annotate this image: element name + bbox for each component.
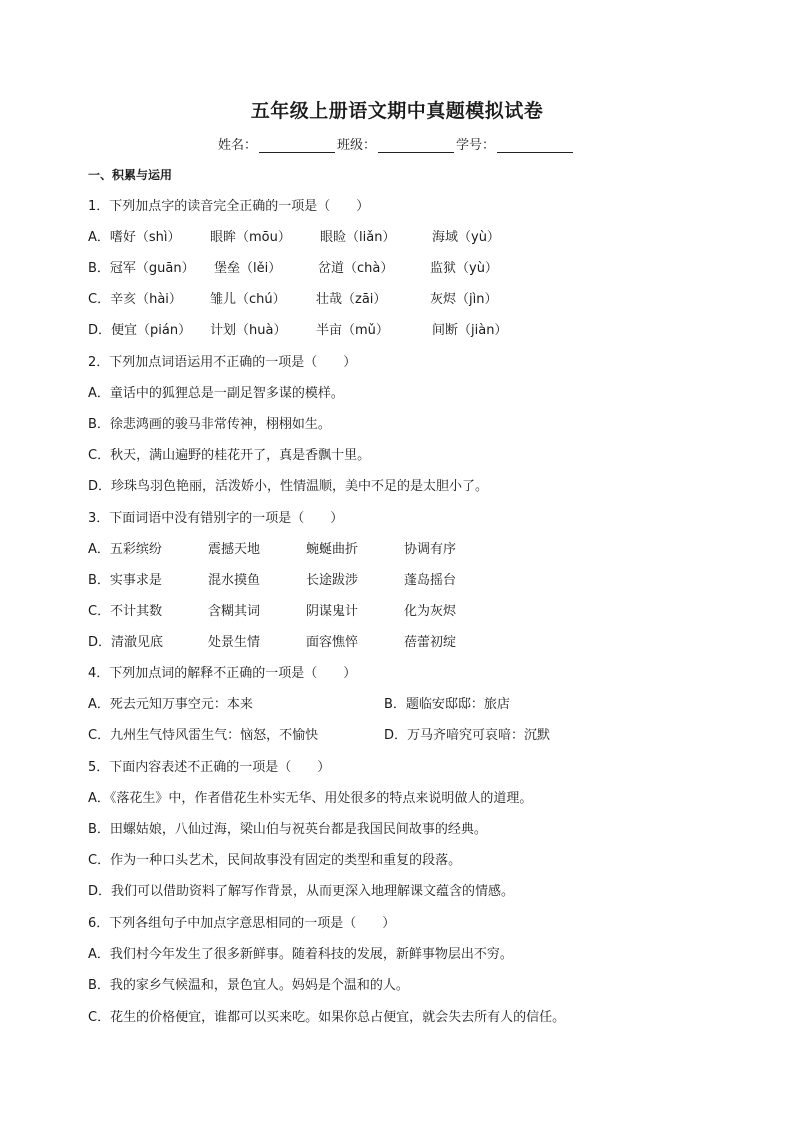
option-cell: C．辛亥（hài） — [88, 292, 182, 307]
question-3-option-c — [88, 604, 688, 620]
option-cell: 协调有序 — [404, 542, 457, 557]
option-cell: 含糊其词 — [208, 604, 261, 619]
question-1-option-c — [88, 292, 688, 308]
option-cell: 雏儿（chú） — [210, 292, 286, 307]
option-cell: 蓓蕾初绽 — [404, 635, 457, 650]
question-3-option-b — [88, 573, 688, 589]
question-4-options-row-2 — [88, 728, 688, 744]
option-cell: D．便宜（pián） — [88, 323, 192, 338]
question-3-option-a — [88, 542, 688, 558]
option-cell: 混水摸鱼 — [208, 573, 261, 588]
question-6-stem: 6．下列各组句子中加点字意思相同的一项是（ ） — [88, 916, 396, 931]
option-cell: 蜿蜒曲折 — [306, 542, 359, 557]
option-cell: 间断（jiàn） — [432, 323, 508, 338]
name-label: 姓名： — [218, 138, 258, 153]
question-5-stem: 5．下面内容表述不正确的一项是（ ） — [88, 760, 331, 775]
question-4-stem: 4．下列加点词的解释不正确的一项是（ ） — [88, 666, 357, 681]
question-3-stem: 3．下面词语中没有错别字的一项是（ ） — [88, 511, 344, 526]
question-1-option-d — [88, 323, 688, 339]
question-2-option-a: A．童话中的狐狸总是一副足智多谋的模样。 — [88, 386, 344, 401]
option-cell: 蓬岛摇台 — [404, 573, 457, 588]
option-cell: 处景生情 — [208, 635, 261, 650]
question-2-option-d: D．珍珠鸟羽色艳丽，活泼娇小，性情温顺，美中不足的是太胆小了。 — [88, 479, 489, 494]
page-title: 五年级上册语文期中真题模拟试卷 — [250, 100, 544, 122]
option-cell: B．实事求是 — [88, 573, 162, 588]
section-heading: 一、积累与运用 — [88, 168, 173, 182]
option-cell: A．嗜好（shì） — [88, 230, 181, 245]
question-1-option-a — [88, 230, 688, 246]
question-6-option-b: B．我的家乡气候温和，景色宜人。妈妈是个温和的人。 — [88, 978, 409, 993]
id-field[interactable] — [497, 138, 573, 153]
option-cell: A．死去元知万事空元：本来 — [88, 697, 253, 712]
question-2-option-b: B．徐悲鸿画的骏马非常传神，栩栩如生。 — [88, 417, 331, 432]
question-5-option-b: B．田螺姑娘，八仙过海，梁山伯与祝英台都是我国民间故事的经典。 — [88, 822, 487, 837]
option-cell: 震撼天地 — [208, 542, 261, 557]
option-cell: D．万马齐喑究可哀喑：沉默 — [384, 728, 551, 743]
option-cell: 计划（huà） — [210, 323, 287, 338]
option-cell: 眼眸（mōu） — [210, 230, 291, 245]
option-cell: 阴谋鬼计 — [306, 604, 359, 619]
question-1-option-b — [88, 261, 688, 277]
question-1-stem: 1．下列加点字的读音完全正确的一项是（ ） — [88, 199, 370, 214]
option-cell: 长途跋涉 — [306, 573, 359, 588]
option-cell: 化为灰烬 — [404, 604, 457, 619]
class-field[interactable] — [378, 138, 454, 153]
option-cell: C．不计其数 — [88, 604, 163, 619]
option-cell: 眼睑（liǎn） — [320, 230, 396, 245]
question-5-option-c: C．作为一种口头艺术，民间故事没有固定的类型和重复的段落。 — [88, 853, 462, 868]
option-cell: B．冠军（guān） — [88, 261, 195, 276]
option-cell: 面容憔悴 — [306, 635, 359, 650]
question-2-option-c: C．秋天，满山遍野的桂花开了，真是香飘十里。 — [88, 448, 371, 463]
option-cell: 岔道（chà） — [318, 261, 394, 276]
question-5-option-d: D．我们可以借助资料了解写作背景，从而更深入地理解课文蕴含的情感。 — [88, 884, 515, 899]
name-field[interactable] — [259, 138, 335, 153]
option-cell: 海域（yù） — [432, 230, 500, 245]
option-cell: A．五彩缤纷 — [88, 542, 162, 557]
question-2-stem: 2．下列加点词语运用不正确的一项是（ ） — [88, 355, 357, 370]
option-cell: 灰烬（jìn） — [430, 292, 498, 307]
option-cell: 堡垒（lěi） — [214, 261, 282, 276]
option-cell: 壮哉（zāi） — [316, 292, 387, 307]
option-cell: C．九州生气恃风雷生气：恼怒，不愉快 — [88, 728, 319, 743]
class-label: 班级： — [337, 138, 377, 153]
option-cell: B．题临安邸邸：旅店 — [384, 697, 510, 712]
option-cell: 半亩（mǔ） — [316, 323, 389, 338]
question-6-option-c: C．花生的价格便宜，谁都可以买来吃。如果你总占便宜，就会失去所有人的信任。 — [88, 1010, 566, 1025]
student-info-row — [218, 134, 575, 153]
id-label: 学号： — [456, 138, 496, 153]
question-6-option-a: A．我们村今年发生了很多新鲜事。随着科技的发展，新鲜事物层出不穷。 — [88, 947, 513, 962]
option-cell: 监狱（yù） — [430, 261, 498, 276]
question-3-option-d — [88, 635, 688, 651]
option-cell: D．清澈见底 — [88, 635, 164, 650]
question-4-options-row-1 — [88, 697, 688, 713]
question-5-option-a: A．《落花生》中，作者借花生朴实无华、用处很多的特点来说明做人的道理。 — [88, 791, 533, 806]
